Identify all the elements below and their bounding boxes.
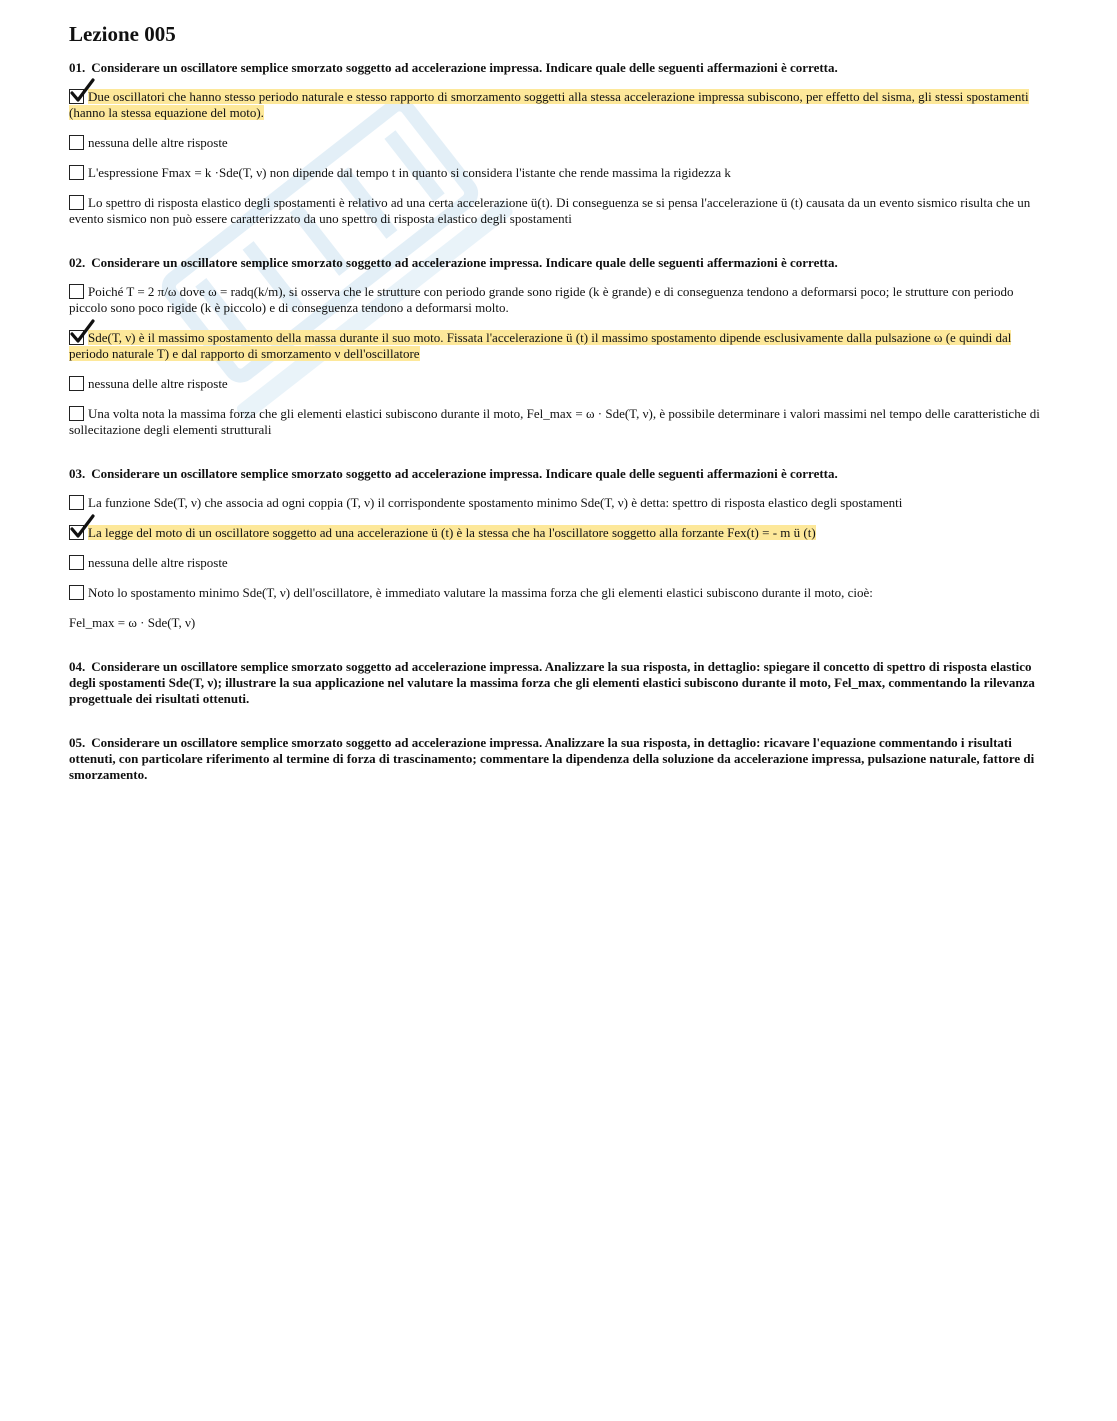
question-text: Considerare un oscillatore semplice smorzato soggetto ad accelerazione impressa. Analizzare la sua risposta, in dettaglio: ricavare l'equazione commentando i risultati ottenuti, con particolare riferimento al termine di forza di trascinamento; commentare la dipendenza della soluzione da accelerazione impressa, pulsazione naturale, fattore di smorzamento. [69, 735, 1035, 782]
question-title [69, 659, 1049, 707]
answer-option[interactable] [69, 284, 1049, 316]
checkmark-icon [69, 319, 95, 345]
answer-text: nessuna delle altre risposte [88, 376, 228, 391]
question-title [69, 466, 1049, 482]
question-title [69, 255, 1049, 271]
question-title [69, 60, 1049, 76]
answer-text: Poiché T = 2 π/ω dove ω = radq(k/m), si osserva che le strutture con periodo grande sono rigide (k è grande) e di conseguenza tendono a deformarsi poco; le strutture con periodo piccolo sono poco rigide (k è piccolo) e di conseguenza tendono a deformarsi molto. [69, 284, 1014, 315]
answer-text: nessuna delle altre risposte [88, 555, 228, 570]
question-4 [69, 659, 1049, 707]
checkbox-icon[interactable] [69, 555, 84, 570]
answer-option[interactable] [69, 376, 1049, 392]
question-number: 03. [69, 466, 86, 481]
question-list [69, 60, 1049, 783]
answer-text: Noto lo spostamento minimo Sde(T, ν) dell'oscillatore, è immediato valutare la massima forza che gli elementi elastici subiscono durante il moto, cioè: [88, 585, 873, 600]
question-text: Considerare un oscillatore semplice smorzato soggetto ad accelerazione impressa. Analizzare la sua risposta, in dettaglio: spiegare il concetto di spettro di risposta elastico degli spostamenti Sde(T, ν); illustrare la sua applicazione nel valutare la massima forza che gli elementi elastici subiscono durante il moto, Fel_max, commentando la rilevanza progettuale dei risultati ottenuti. [69, 659, 1035, 706]
question-3 [69, 466, 1049, 631]
answer-text: Una volta nota la massima forza che gli elementi elastici subiscono durante il moto, Fel_max = ω · Sde(T, ν), è possibile determinare i valori massimi nel tempo delle caratteristiche di sollecitazione degli elementi strutturali [69, 406, 1040, 437]
answer-text: L'espressione Fmax = k ·Sde(T, ν) non dipende dal tempo t in quanto si considera l'istante che rende massima la rigidezza k [88, 165, 731, 180]
checkbox-icon[interactable] [69, 195, 84, 210]
checkmark-icon[interactable] [69, 89, 84, 104]
checkbox-icon[interactable] [69, 585, 84, 600]
checkbox-icon[interactable] [69, 376, 84, 391]
answer-text: nessuna delle altre risposte [88, 135, 228, 150]
answer-option[interactable] [69, 195, 1049, 227]
answer-option[interactable] [69, 525, 1049, 541]
answer-text: La funzione Sde(T, ν) che associa ad ogni coppia (T, ν) il corrispondente spostamento minimo Sde(T, ν) è detta: spettro di risposta elastico degli spostamenti [88, 495, 903, 510]
question-text: Considerare un oscillatore semplice smorzato soggetto ad accelerazione impressa. Indicare quale delle seguenti affermazioni è corretta. [91, 466, 838, 481]
question-2 [69, 255, 1049, 438]
answer-option[interactable] [69, 330, 1049, 362]
checkbox-icon[interactable] [69, 135, 84, 150]
answer-text: La legge del moto di un oscillatore soggetto ad una accelerazione ü (t) è la stessa che ha l'oscillatore soggetto alla forzante Fex(t) = - m ü (t) [88, 525, 816, 540]
checkbox-icon[interactable] [69, 284, 84, 299]
answer-option[interactable] [69, 555, 1049, 571]
question-text: Considerare un oscillatore semplice smorzato soggetto ad accelerazione impressa. Indicare quale delle seguenti affermazioni è corretta. [91, 255, 838, 270]
question-text: Considerare un oscillatore semplice smorzato soggetto ad accelerazione impressa. Indicare quale delle seguenti affermazioni è corretta. [91, 60, 838, 75]
answer-option[interactable] [69, 495, 1049, 511]
answer-text: Lo spettro di risposta elastico degli spostamenti è relativo ad una certa accelerazione ü(t). Di conseguenza se si pensa l'accelerazione ü (t) causata da un evento sismico risulta che un evento sismico non può essere caratterizzato da uno spettro di risposta elastico degli spostamenti [69, 195, 1031, 226]
checkmark-icon[interactable] [69, 330, 84, 345]
question-number: 01. [69, 60, 86, 75]
question-number: 04. [69, 659, 86, 674]
lesson-title: Lezione 005 [69, 22, 176, 46]
question-number: 02. [69, 255, 86, 270]
answer-option[interactable] [69, 135, 1049, 151]
answer-option[interactable] [69, 406, 1049, 438]
checkmark-icon[interactable] [69, 525, 84, 540]
answer-option[interactable] [69, 585, 1049, 601]
question-1 [69, 60, 1049, 227]
checkbox-icon[interactable] [69, 165, 84, 180]
question-title [69, 735, 1049, 783]
formula-line: Fel_max = ω · Sde(T, ν) [69, 615, 196, 630]
answer-option[interactable] [69, 89, 1049, 121]
checkmark-icon [69, 78, 95, 104]
answer-text: Due oscillatori che hanno stesso periodo naturale e stesso rapporto di smorzamento soggetti alla stessa accelerazione impressa subiscono, per effetto del sisma, gli stessi spostamenti (hanno la stessa equazione del moto). [69, 89, 1029, 120]
question-5 [69, 735, 1049, 783]
answer-option[interactable] [69, 165, 1049, 181]
checkmark-icon [69, 514, 95, 540]
document-page [69, 22, 1049, 811]
checkbox-icon[interactable] [69, 406, 84, 421]
checkbox-icon[interactable] [69, 495, 84, 510]
answer-text: Sde(T, ν) è il massimo spostamento della massa durante il suo moto. Fissata l'accelerazione ü (t) il massimo spostamento dipende esclusivamente dalla pulsazione ω (e quindi dal periodo naturale T) e dal rapporto di smorzamento ν dell'oscillatore [69, 330, 1012, 361]
question-number: 05. [69, 735, 86, 750]
